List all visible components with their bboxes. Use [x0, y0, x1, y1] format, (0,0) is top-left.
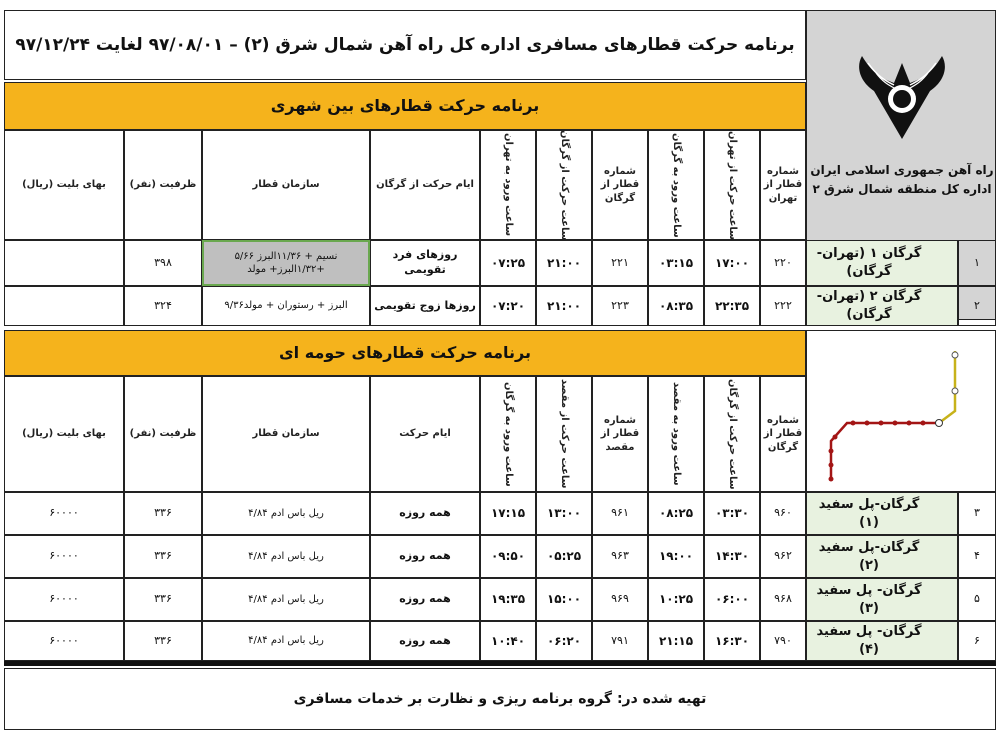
capacity: ۳۳۶: [124, 621, 202, 661]
train-number-back: ۲۲۳: [592, 286, 648, 326]
depart-time-out: ۱۶:۳۰: [704, 621, 760, 661]
train-number-out: ۲۲۲: [760, 286, 806, 326]
train-composition: ۴/۸۴ ریل باس ادم: [202, 621, 370, 661]
header-depart-tehran: ساعت حرکت از تهران: [704, 130, 760, 240]
travel-days: همه روزه: [370, 578, 480, 621]
section2-title: برنامه حرکت قطارهای حومه ای: [4, 330, 806, 376]
row-number: ۶: [958, 621, 996, 661]
travel-days: روزهای فرد تقویمی: [370, 240, 480, 286]
ticket-price: ۶۰۰۰۰: [4, 535, 124, 578]
train-composition: ۴/۸۴ ریل باس ادم: [202, 535, 370, 578]
depart-time-out: ۰۳:۳۰: [704, 492, 760, 535]
row-number: ۵: [958, 578, 996, 621]
arrive-time-out: ۱۹:۰۰: [648, 535, 704, 578]
header-capacity: ظرفیت (نفر): [124, 376, 202, 492]
train-number-back: ۷۹۱: [592, 621, 648, 661]
train-number-back: ۲۲۱: [592, 240, 648, 286]
arrive-time-out: ۰۸:۲۵: [648, 492, 704, 535]
row-number: ۳: [958, 492, 996, 535]
train-composition: ۵/۶۶ نسیم + ۱۱/۳۶البرز +۱/۳۲البرز+ مولد: [202, 240, 370, 286]
depart-time-out: ۲۲:۳۵: [704, 286, 760, 326]
header-arrive-dest: ساعت ورود به مقصد: [648, 376, 704, 492]
depart-time-back: ۰۵:۲۵: [536, 535, 592, 578]
route-name: گرگان- پل سفید (۳): [806, 578, 958, 621]
capacity: ۳۳۶: [124, 535, 202, 578]
train-number-out: ۷۹۰: [760, 621, 806, 661]
route-name: گرگان ۲ (تهران- گرگان): [806, 286, 958, 326]
capacity: ۳۹۸: [124, 240, 202, 286]
header-composition: سازمان قطار: [202, 130, 370, 240]
arrive-time-out: ۰۳:۱۵: [648, 240, 704, 286]
header-depart-dest: ساعت حرکت از مقصد: [536, 376, 592, 492]
header-depart-gorgan: ساعت حرکت از گرگان: [704, 376, 760, 492]
header-arrive-gorgan: ساعت ورود به گرگان: [648, 130, 704, 240]
header-arrive-tehran: ساعت ورود به تهران: [480, 130, 536, 240]
divider: [4, 661, 996, 666]
arrive-time-back: ۰۹:۵۰: [480, 535, 536, 578]
depart-time-back: ۲۱:۰۰: [536, 240, 592, 286]
capacity: ۳۲۴: [124, 286, 202, 326]
route-name: گرگان- پل سفید (۴): [806, 621, 958, 661]
route-name: گرگان ۱ (تهران- گرگان): [806, 240, 958, 286]
route-name: گرگان-پل سفید (۱): [806, 492, 958, 535]
ticket-price: [4, 240, 124, 286]
footer-credit: تهیه شده در: گروه برنامه ریزی و نظارت بر خدمات مسافری: [4, 668, 996, 730]
arrive-time-back: ۱۷:۱۵: [480, 492, 536, 535]
travel-days: همه روزه: [370, 535, 480, 578]
route-name: گرگان-پل سفید (۲): [806, 535, 958, 578]
header-train-from-tehran: شماره قطار از تهران: [760, 130, 806, 240]
header-train-from-gorgan: شماره قطار از گرگان: [760, 376, 806, 492]
arrive-time-back: ۱۹:۳۵: [480, 578, 536, 621]
header-composition: سازمان قطار: [202, 376, 370, 492]
train-number-back: ۹۶۹: [592, 578, 648, 621]
train-number-out: ۹۶۲: [760, 535, 806, 578]
arrive-time-out: ۲۱:۱۵: [648, 621, 704, 661]
train-composition: ۹/۳۶البرز + رستوران + مولد: [202, 286, 370, 326]
travel-days: روزها زوج تقویمی: [370, 286, 480, 326]
depart-time-out: ۱۷:۰۰: [704, 240, 760, 286]
header-price: بهای بلیت (ریال): [4, 130, 124, 240]
header-depart-gorgan: ساعت حرکت از گرگان: [536, 130, 592, 240]
train-number-out: ۲۲۰: [760, 240, 806, 286]
depart-time-back: ۰۶:۲۰: [536, 621, 592, 661]
section1-title: برنامه حرکت قطارهای بین شهری: [4, 82, 806, 130]
header-days: ایام حرکت از گرگان: [370, 130, 480, 240]
train-number-back: ۹۶۱: [592, 492, 648, 535]
row-number: ۲: [958, 286, 996, 326]
header-train-from-dest: شماره قطار از مقصد: [592, 376, 648, 492]
train-number-out: ۹۶۰: [760, 492, 806, 535]
depart-time-back: ۱۵:۰۰: [536, 578, 592, 621]
depart-time-out: ۱۴:۳۰: [704, 535, 760, 578]
header-capacity: ظرفیت (نفر): [124, 130, 202, 240]
ticket-price: ۶۰۰۰۰: [4, 578, 124, 621]
ticket-price: ۶۰۰۰۰: [4, 492, 124, 535]
row-number: ۱: [958, 240, 996, 286]
org-name: راه آهن جمهوری اسلامی ایران اداره کل منطقه شمال شرق ۲: [810, 163, 994, 197]
depart-time-back: ۲۱:۰۰: [536, 286, 592, 326]
arrive-time-back: ۱۰:۴۰: [480, 621, 536, 661]
depart-time-back: ۱۳:۰۰: [536, 492, 592, 535]
rail-route-map-icon: [806, 330, 996, 492]
arrive-time-out: ۱۰:۲۵: [648, 578, 704, 621]
winged-rail-logo-icon: [854, 51, 950, 141]
arrive-time-back: ۰۷:۲۰: [480, 286, 536, 326]
capacity: ۳۳۶: [124, 492, 202, 535]
arrive-time-out: ۰۸:۳۵: [648, 286, 704, 326]
capacity: ۳۳۶: [124, 578, 202, 621]
depart-time-out: ۰۶:۰۰: [704, 578, 760, 621]
ticket-price: [4, 286, 124, 326]
ticket-price: ۶۰۰۰۰: [4, 621, 124, 661]
arrive-time-back: ۰۷:۲۵: [480, 240, 536, 286]
train-number-back: ۹۶۳: [592, 535, 648, 578]
train-number-out: ۹۶۸: [760, 578, 806, 621]
page-title: برنامه حرکت قطارهای مسافری اداره کل راه آهن شمال شرق (۲) – ۹۷/۰۸/۰۱ لغایت ۹۷/۱۲/۲۴: [4, 10, 806, 80]
travel-days: همه روزه: [370, 621, 480, 661]
train-composition: ۴/۸۴ ریل باس ادم: [202, 578, 370, 621]
header-arrive-gorgan: ساعت ورود به گرگان: [480, 376, 536, 492]
train-composition: ۴/۸۴ ریل باس ادم: [202, 492, 370, 535]
header-price: بهای بلیت (ریال): [4, 376, 124, 492]
header-days: ایام حرکت: [370, 376, 480, 492]
travel-days: همه روزه: [370, 492, 480, 535]
header-train-from-gorgan: شماره قطار از گرگان: [592, 130, 648, 240]
row-number: ۴: [958, 535, 996, 578]
